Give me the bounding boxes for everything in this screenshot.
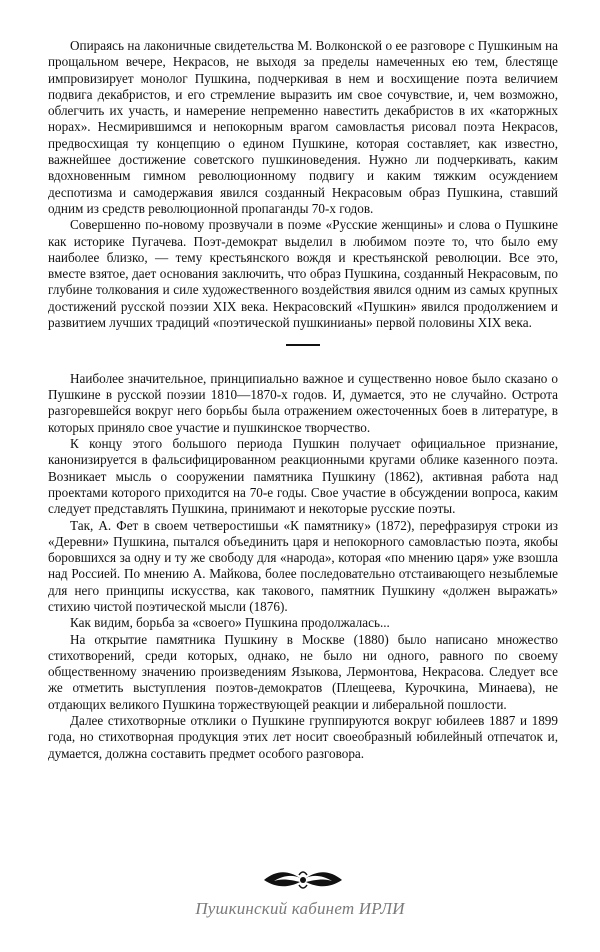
paragraph: Опираясь на лаконичные свидетельства М. Волконской о ее разговоре с Пушкиным на прощальном вечере, Некрасов, не выходя за пределы намеченных ею тем, блестяще импровизирует монолог Пушкина, подчеркивая в нем и восхищение поэта величием подвига декабристов, и его стремление выразить им свое сочувствие, и, чем возможно, облегчить их участь, и намерение непременно навестить декабристов в их «каторжных норах». Несмирившимся и непокорным врагом самовластья рисовал поэта Некрасов, предвосхищая ту концепцию о едином Пушкине, которая составляет, как известно, важнейшее достижение советского пушкиноведения. Нужно ли подчеркивать, каким вдохновенным гимном революционному подвигу и каким тяжким осуждением деспотизма и самодержавия явился созданный Некрасовым образ Пушкина, ставший одним из средств революционной пропаганды 70-х годов. [48, 38, 558, 216]
paragraph: Как видим, борьба за «своего» Пушкина продолжалась... [70, 615, 390, 631]
page-content [48, 38, 558, 762]
paragraph: Так, А. Фет в своем четверостишьи «К памятнику» (1872), перефразируя строки из «Деревни» Пушкина, пытался объединить царя и непокорного самовластью поэта, якобы боровшихся за одну и ту же свободу для «народа», которая «по мнению царя» уже взошла над Россией. По мнению А. Майкова, более последовательно отстаивающего незыблемые для него принципы искусства, как такового, памятник Пушкину «должен выражать» стихию чистой поэтической мысли (1876). [48, 517, 558, 614]
ornament-icon [262, 866, 344, 894]
paragraph: Совершенно по-новому прозвучали в поэме «Русские женщины» и слова о Пушкине как историке Пугачева. Поэт-демократ выделил в любимом поэте то, что было ему наиболее близко, — тему крестьянского вождя и крестьянской революции. Все это, вместе взятое, дает основания заключить, что образ Пушкина, созданный Некрасовым, по глубине толкования и силе художественного воздействия явился одним из самых крупных достижений русской поэзии XIX века. Некрасовский «Пушкин» явился продолжением и развитием лучших традиций «поэтической пушкинианы» первой половины XIX века. [48, 217, 558, 331]
watermark-caption: Пушкинский кабинет ИРЛИ [195, 899, 405, 918]
paragraph: К концу этого большого периода Пушкин получает официальное признание, канонизируется в фальсифицированном реакционными кругами облике казенного поэта. Возникает мысль о сооружении памятника Пушкину (1862), активная работа над проектами которого приходится на 70-е годы. Свое участие в обсуждении вопроса, каким следует представлять Пушкина, принимают и некоторые русские поэты. [48, 436, 558, 517]
paragraph: На открытие памятника Пушкину в Москве (1880) было написано множество стихотворений, среди которых, однако, не было ни одного, равного по своему общественному значению произведениям Языкова, Лермонтова, Некрасова. Следует все же отметить выступления поэтов-демократов (Плещеева, Курочкина, Минаева), не отдающих великого Пушкина торжествующей реакции и либеральной пошлости. [48, 631, 558, 712]
section-divider [286, 344, 320, 346]
section-1 [48, 38, 558, 331]
paragraph: Далее стихотворные отклики о Пушкине группируются вокруг юбилеев 1887 и 1899 года, но стихотворная продукция этих лет носит своеобразный юбилейный отпечаток и, думается, должна составить предмет особого разговора. [48, 713, 558, 761]
paragraph: Наиболее значительное, принципиально важное и существенно новое было сказано о Пушкине в русской поэзии 1810—1870-х годов. И, думается, это не случайно. Острота разгоревшейся вокруг него борьбы была отражением ожесточенных боев в литературе, в которых приняло свое участие и пушкинское творчество. [48, 370, 558, 435]
section-2 [48, 371, 558, 762]
